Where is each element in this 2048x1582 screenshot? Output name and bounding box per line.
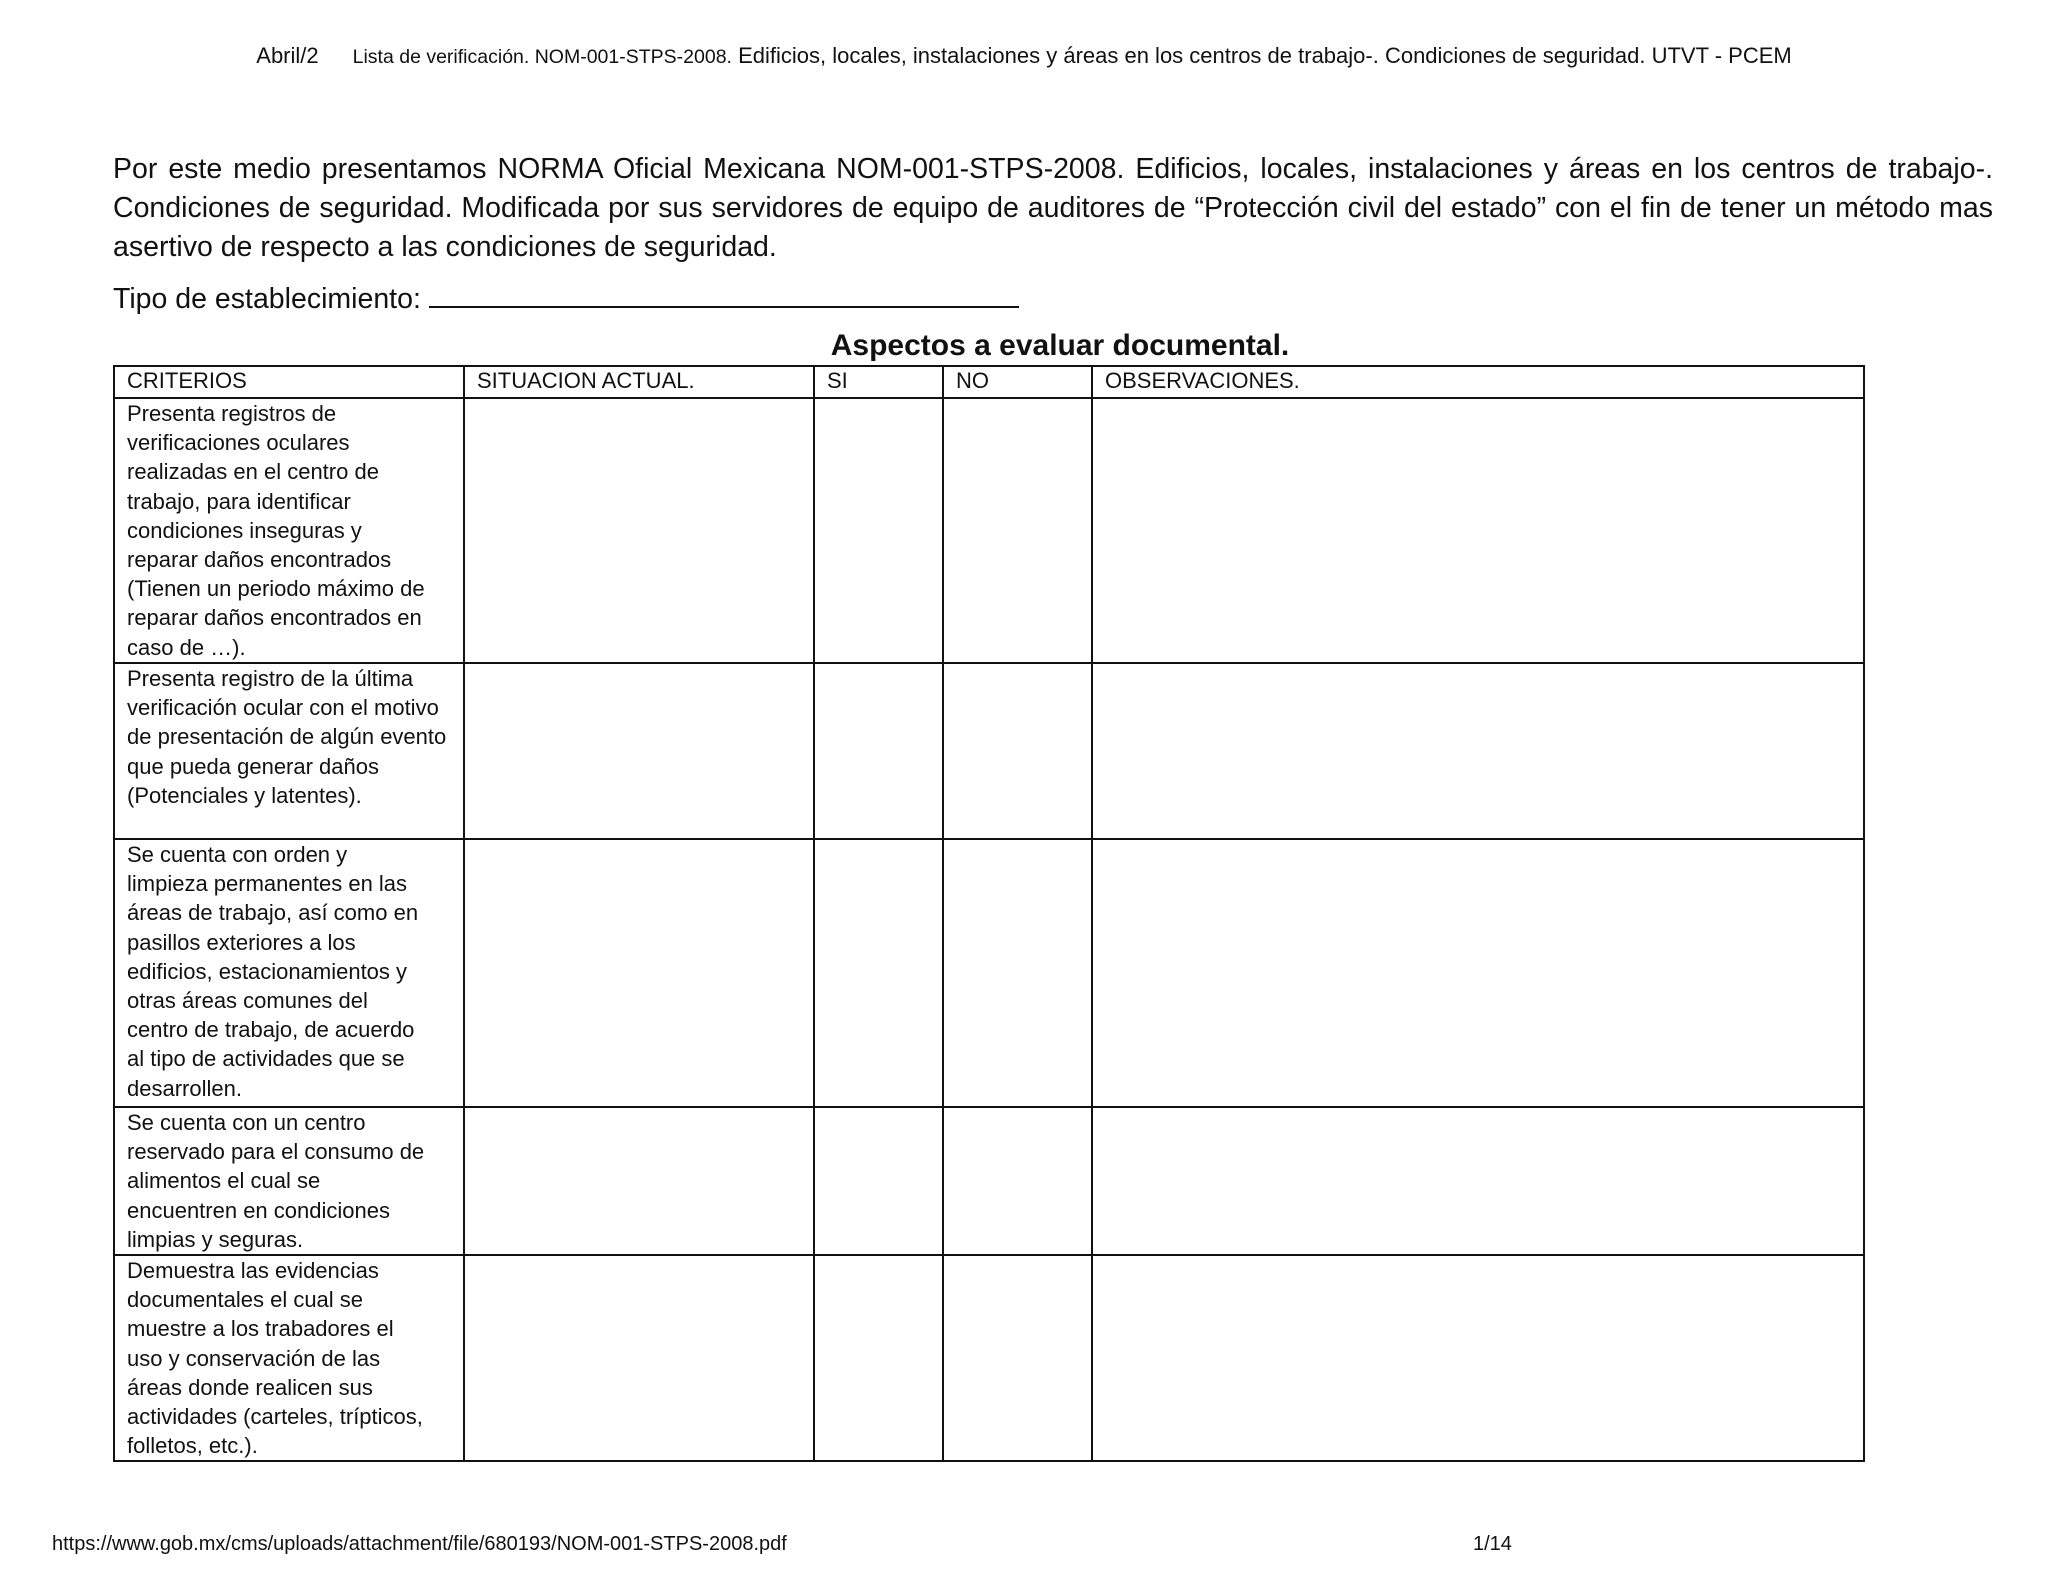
criterio-line: condiciones inseguras y [127, 517, 362, 543]
header-date: Abril/2 [256, 43, 319, 68]
criterio-line: otras áreas comunes del [127, 988, 368, 1014]
observaciones-cell[interactable] [1092, 663, 1864, 839]
no-cell[interactable] [943, 663, 1092, 839]
observaciones-cell[interactable] [1092, 839, 1864, 1107]
si-cell[interactable] [814, 1107, 943, 1255]
criterio-line: alimentos el cual se [127, 1168, 321, 1194]
criterio-line: folletos, etc.). [127, 1433, 258, 1459]
criterio-cell [114, 1107, 464, 1255]
column-header-observaciones: OBSERVACIONES. [1092, 366, 1864, 398]
table-row [114, 398, 1864, 663]
footer-url: https://www.gob.mx/cms/uploads/attachment/file/680193/NOM-001-STPS-2008.pdf [52, 1533, 787, 1555]
page-number: 1/14 [1473, 1533, 1512, 1555]
criterio-line: uso y conservación de las [127, 1345, 381, 1371]
criterio-line: áreas de trabajo, así como en [127, 900, 419, 926]
criterio-cell [114, 1255, 464, 1461]
si-cell[interactable] [814, 839, 943, 1107]
column-header-criterios: CRITERIOS [114, 366, 464, 398]
criterio-line: Se cuenta con un centro [127, 1110, 366, 1135]
si-cell[interactable] [814, 1255, 943, 1461]
criterio-line: trabajo, para identificar [127, 488, 351, 514]
criterio-line: edificios, estacionamientos y [127, 958, 408, 984]
criterio-line: (Tienen un periodo máximo de [127, 576, 425, 602]
running-header [0, 43, 2048, 70]
observaciones-cell[interactable] [1092, 1255, 1864, 1461]
establishment-type-label: Tipo de establecimiento: [113, 283, 421, 315]
no-cell[interactable] [943, 398, 1092, 663]
criterio-cell: Presenta registro de la última verificación ocular con el motivo de presentación de algún evento que pueda generar daños (Potenciales y latentes). [114, 663, 464, 839]
intro-paragraph: Por este medio presentamos NORMA Oficial Mexicana NOM-001-STPS-2008. Edificios, locales, instalaciones y áreas en los centros de trabajo-. Condiciones de seguridad. Modificada por sus servidores de equipo de auditores de “Protección civil del estado” con el fin de tener un método mas asertivo de respecto a las condiciones de seguridad. [113, 153, 1993, 263]
section-title-text: Aspectos a evaluar documental. [830, 329, 1290, 362]
situacion-actual-cell[interactable] [464, 839, 814, 1107]
situacion-actual-cell[interactable] [464, 1255, 814, 1461]
criterio-line: realizadas en el centro de [127, 459, 379, 485]
criterio-line: centro de trabajo, de acuerdo [127, 1017, 415, 1043]
criterio-line: áreas donde realicen sus [127, 1374, 373, 1400]
criterio-line: caso de …). [127, 634, 246, 660]
establishment-type-blank-line [429, 276, 1019, 308]
situacion-actual-cell[interactable] [464, 1107, 814, 1255]
criterio-line: muestre a los trabadores el [127, 1316, 394, 1342]
situacion-actual-cell[interactable] [464, 663, 814, 839]
criterio-line: limpias y seguras. [127, 1226, 304, 1252]
criterio-line: al tipo de actividades que se [127, 1046, 405, 1072]
no-cell[interactable] [943, 1107, 1092, 1255]
observaciones-cell[interactable] [1092, 1107, 1864, 1255]
criterio-line: reparar daños encontrados [127, 547, 392, 573]
criterio-line: verificaciones oculares [127, 430, 350, 456]
table-row [114, 1255, 1864, 1461]
section-title [0, 328, 2048, 364]
no-cell[interactable] [943, 839, 1092, 1107]
criterio-line: pasillos exteriores a los [127, 929, 356, 955]
criterio-line: reparar daños encontrados en [127, 605, 422, 631]
establishment-type-field [113, 276, 1019, 317]
criterio-line: desarrollen. [127, 1075, 242, 1101]
header-title-rest: Edificios, locales, instalaciones y áreas en los centros de trabajo-. Condiciones de seguridad. UTVT - PCEM [731, 43, 1792, 68]
no-cell[interactable] [943, 1255, 1092, 1461]
observaciones-cell[interactable] [1092, 398, 1864, 663]
criterio-line: Presenta registros de [127, 401, 337, 426]
si-cell[interactable] [814, 398, 943, 663]
si-cell[interactable] [814, 663, 943, 839]
situacion-actual-cell[interactable] [464, 398, 814, 663]
table-row [114, 663, 1864, 839]
criterio-line: Se cuenta con orden y [127, 842, 348, 867]
table-row [114, 1107, 1864, 1255]
checklist-table [113, 365, 1865, 1462]
column-header-situacion-actual: SITUACION ACTUAL. [464, 366, 814, 398]
criterio-cell [114, 398, 464, 663]
column-header-si: SI [814, 366, 943, 398]
criterio-line: documentales el cual se [127, 1287, 364, 1313]
column-header-no: NO [943, 366, 1092, 398]
table-row [114, 839, 1864, 1107]
criterio-line: actividades (carteles, trípticos, [127, 1404, 423, 1430]
criterio-line: encuentren en condiciones [127, 1197, 390, 1223]
criterio-line: Demuestra las evidencias [127, 1258, 379, 1284]
header-title-prefix: Lista de verificación. NOM-001-STPS-2008. [352, 46, 732, 68]
criterio-cell [114, 839, 464, 1107]
criterio-line: limpieza permanentes en las [127, 871, 408, 897]
table-header-row [114, 366, 1864, 398]
criterio-line: reservado para el consumo de [127, 1139, 425, 1165]
